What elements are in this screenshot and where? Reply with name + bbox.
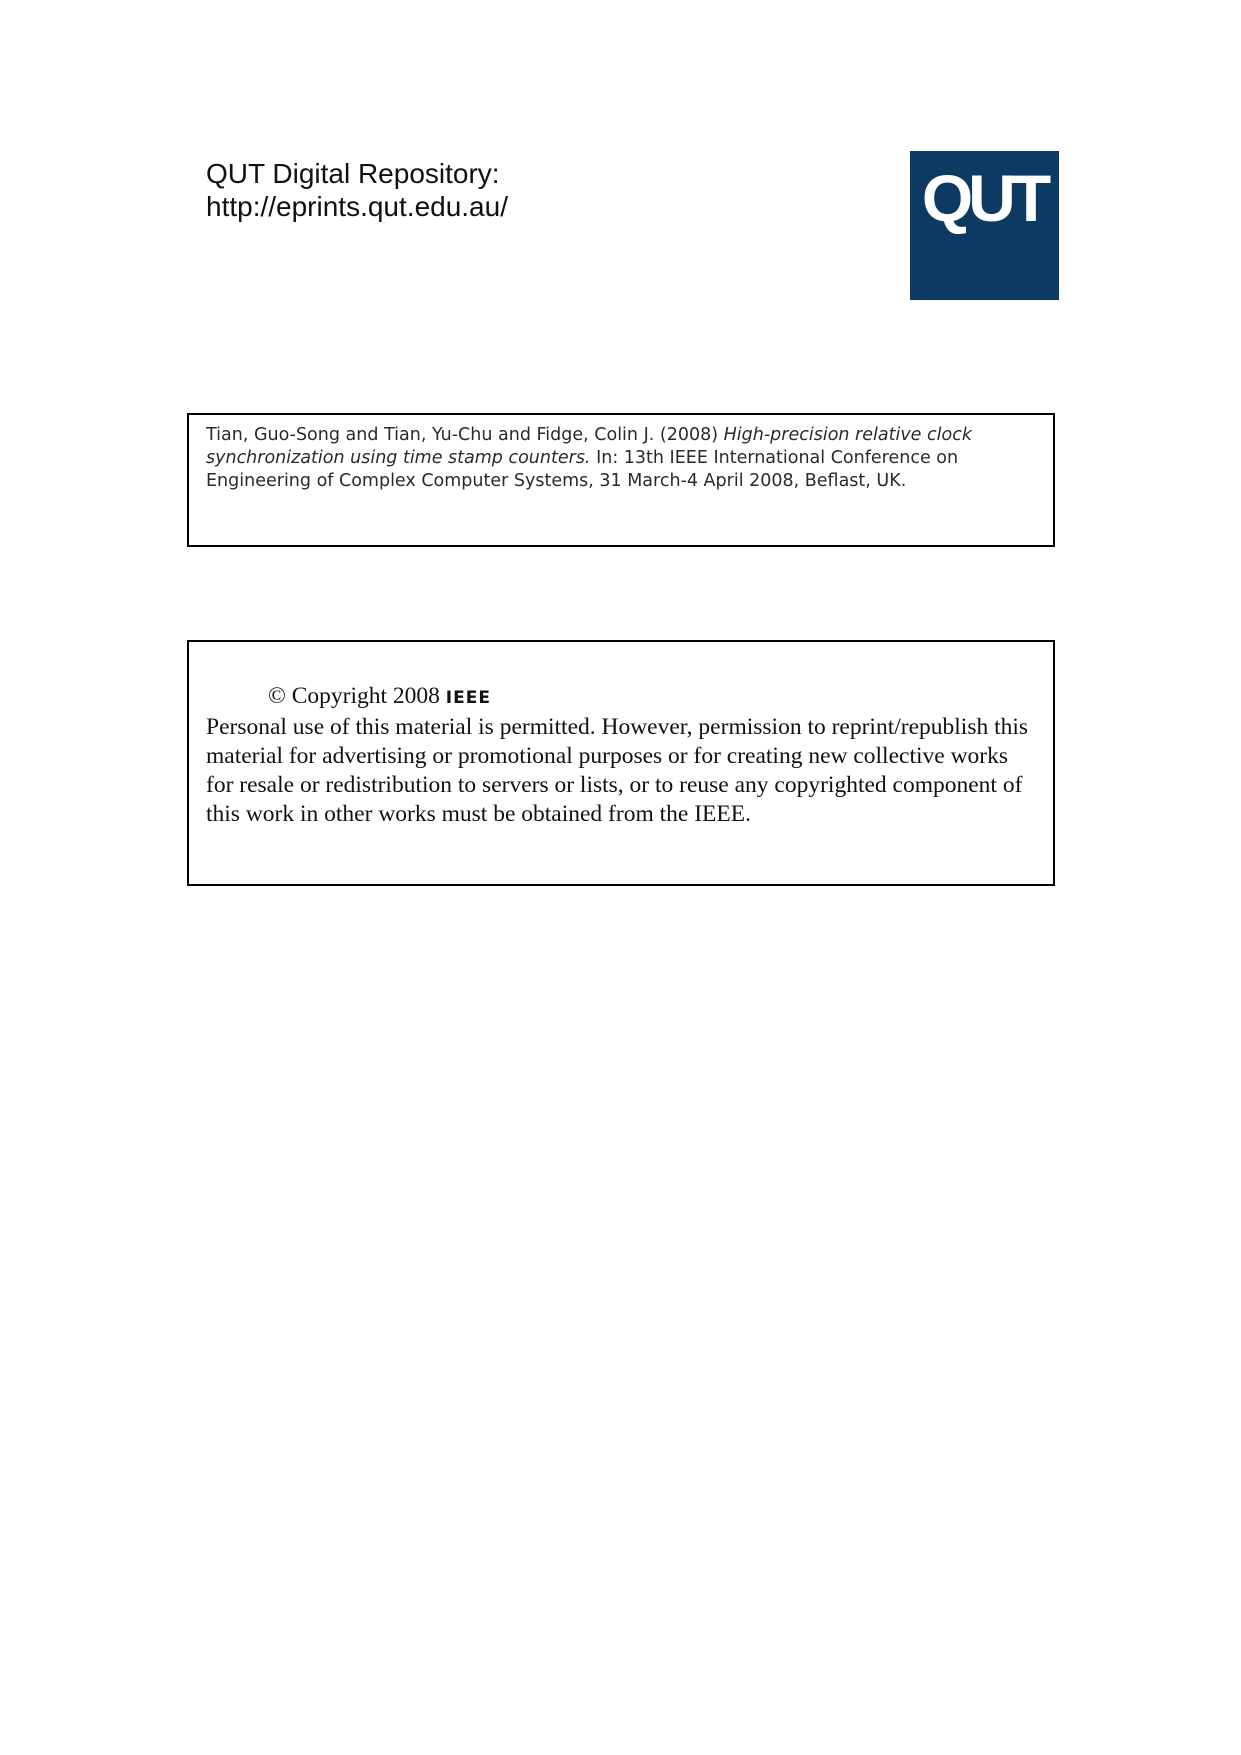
qut-logo-mark [910,151,1059,300]
citation-title: High-precision relative clock synchronization using time stamp counters. [206,425,972,468]
copyright-notice: Personal use of this material is permitted. However, permission to reprint/republish this material for advertising or promotional purposes or for creating new collective works for resale or redistribution to servers or lists, or to reuse any copyrighted component of this work in other works must be obtained from the IEEE. [206,714,1029,827]
repository-name: QUT Digital Repository: [206,158,500,189]
copyright-line [206,682,1039,713]
qut-logo-text: QUT [921,161,1047,235]
citation-venue: In: 13th IEEE International Conference on Engineering of Complex Computer Systems, 31 March-4 April 2008, Beflast, UK. [206,448,959,491]
ieee-mark: IEEE [445,688,491,708]
repository-header [206,157,508,223]
citation-box [187,413,1055,547]
citation-authors: Tian, Guo-Song and Tian, Yu-Chu and Fidge, Colin J. (2008) [206,425,724,445]
repository-url[interactable]: http://eprints.qut.edu.au/ [206,191,508,222]
copyright-symbol: © [268,683,286,709]
copyright-label: Copyright 2008 [285,683,446,709]
qut-logo [910,151,1059,300]
copyright-box [187,640,1055,886]
